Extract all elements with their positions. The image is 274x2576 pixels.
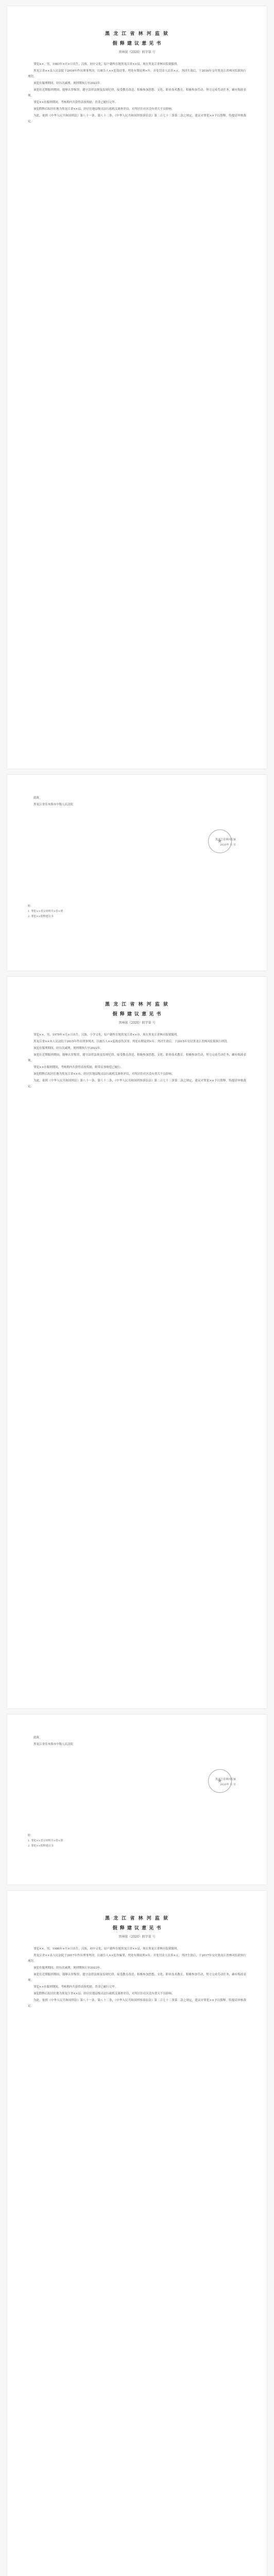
footer-line: 2. 罪犯××假释建议书 bbox=[28, 915, 54, 918]
body-paragraph: 该犯在近期服刑期间，能够认罪悔罪，遵守法律法规及监规纪律，接受教育改造，积极参加思想、文化、职业技术教育，积极参加劳动，努力完成劳动任务，确有悔改表现。 bbox=[28, 1973, 246, 1982]
body-paragraph: 为此，依照《中华人民共和国刑法》第八十一条、第八十二条，《中华人民共和国刑事诉讼法》第二百七十三条第二款之规定，建议对罪犯××予以假释。特提请审核裁定。 bbox=[28, 1999, 246, 2008]
closing-to: 此致 bbox=[33, 1736, 40, 1739]
document-body bbox=[28, 1032, 246, 1091]
page-title: 黑 龙 江 省 林 河 监 狱 bbox=[105, 1002, 169, 1007]
body-paragraph: 该犯假释后拟居住地为黑龙江省××市，经居住地县级司法行政机关调查评估，对所居住社区没有重大不良影响。 bbox=[33, 1073, 175, 1076]
seal-date: 2020年 月 日 bbox=[220, 843, 236, 846]
closing-block bbox=[28, 1735, 246, 1749]
document-header bbox=[7, 1914, 267, 1939]
page-title: 黑 龙 江 省 林 河 监 狱 bbox=[105, 31, 169, 37]
body-paragraph: 该犯在近期服刑期间，能够认罪悔罪，遵守法律法规及监规纪律，接受教育改造，积极参加思想、文化、职业技术教育，积极参加劳动，努力完成劳动任务，确有悔改表现。 bbox=[28, 89, 246, 97]
body-paragraph: 该犯在服刑期间，经历次减刑，现刑期执行至2022年。 bbox=[33, 1047, 103, 1050]
seal-org: 黑龙江省林河监狱 bbox=[215, 838, 236, 841]
body-paragraph: 该犯假释后拟居住地为黑龙江省××县，经居住地县级司法行政机关调查评估，对所居住社区没有重大不良影响。 bbox=[33, 1992, 175, 1995]
body-paragraph: 黑龙江省××县人民法院于2017年作出刑事判决，以被告人××犯诈骗罪，判处有期徒刑×年，并处罚金人民币×元。判决生效后，于2017年交付黑龙江省林河监狱执行刑罚。 bbox=[28, 1954, 246, 1963]
body-paragraph: 罪犯××在服刑期间，考核期内共获得表扬奖励，罚金已履行完毕。 bbox=[33, 1986, 118, 1989]
page-title: 黑 龙 江 省 林 河 监 狱 bbox=[105, 1916, 169, 1921]
document-number: 黑林狱（2020）假字第 号 bbox=[118, 50, 156, 54]
document-page-1-continued bbox=[7, 775, 267, 971]
document-number: 黑林狱（2020）假字第 号 bbox=[118, 1021, 156, 1025]
document-header bbox=[7, 1001, 267, 1025]
footer-line: 1. 罪犯××卷宗材料共×卷×册 bbox=[28, 1839, 63, 1842]
body-paragraph: 罪犯××，男，1983年×月×日出生，汉族，初中文化，原户籍所在地黑龙江省××县，现在黑龙江省林河监狱服刑。 bbox=[33, 63, 180, 66]
document-page-1 bbox=[7, 6, 267, 769]
document-number: 黑林狱（2020）假字第 号 bbox=[118, 1935, 156, 1939]
document-header bbox=[7, 30, 267, 54]
body-paragraph: 为此，依照《中华人民共和国刑法》第八十一条、第八十二条，《中华人民共和国刑事诉讼法》第二百七十三条第二款之规定，建议对罪犯××予以假释。特提请审核裁定。 bbox=[28, 114, 246, 123]
footer-line: 附： bbox=[28, 1834, 33, 1837]
seal-area bbox=[200, 826, 236, 862]
body-paragraph: 为此，依照《中华人民共和国刑法》第八十一条、第八十二条，《中华人民共和国刑事诉讼法》第二百七十三条第二款之规定，建议对罪犯××予以假释。特提请审核裁定。 bbox=[28, 1079, 246, 1088]
body-paragraph: 该犯在服刑期间，经历次减刑，现刑期执行至2022年。 bbox=[33, 82, 103, 85]
document-page-3 bbox=[7, 1891, 267, 2576]
body-paragraph: 该犯假释后拟居住地为黑龙江省××县，经居住地县级司法行政机关调查评估，对所居住社区没有重大不良影响。 bbox=[33, 108, 175, 111]
footer-line: 附： bbox=[28, 905, 33, 908]
document-body bbox=[28, 62, 246, 126]
body-paragraph: 罪犯××，男，1979年×月×日出生，汉族，小学文化，原户籍所在地黑龙江省××市，现在黑龙江省林河监狱服刑。 bbox=[33, 1033, 180, 1037]
document-page-2-continued bbox=[7, 1715, 267, 1885]
footer-line: 2. 罪犯××假释建议书 bbox=[28, 1844, 54, 1848]
document-body bbox=[28, 1946, 246, 2010]
document-type: 假 释 建 议 意 见 书 bbox=[112, 1012, 162, 1017]
seal-area bbox=[200, 1766, 236, 1802]
seal-org: 黑龙江省林河监狱 bbox=[215, 1778, 236, 1781]
document-page-2 bbox=[7, 977, 267, 1708]
body-paragraph: 罪犯××，男，1986年×月×日出生，汉族，初中文化，原户籍所在地黑龙江省××县，现在黑龙江省林河监狱服刑。 bbox=[33, 1947, 180, 1951]
body-paragraph: 罪犯××在服刑期间，考核期内共获得表扬奖励，罚金已履行完毕。 bbox=[33, 101, 118, 104]
closing-to: 此致 bbox=[33, 796, 40, 800]
body-paragraph: 罪犯××在服刑期间，考核期内共获得表扬奖励，附带民事赔偿已履行。 bbox=[33, 1066, 124, 1069]
body-paragraph: 黑龙江省××县人民法院于2016年作出刑事判决，以被告人××犯盗窃罪，判处有期徒刑×年，并处罚金人民币×元。判决生效后，于2016年交付黑龙江省林河监狱执行刑罚。 bbox=[28, 70, 246, 78]
seal-date: 2020年 月 日 bbox=[220, 1783, 236, 1786]
closing-court: 黑龙江省佳木斯市中级人民法院 bbox=[33, 1743, 74, 1746]
seal-stamp-icon bbox=[208, 1769, 232, 1793]
document-footer bbox=[28, 1833, 63, 1849]
document-footer bbox=[28, 904, 63, 919]
body-paragraph: 该犯在服刑期间，经历次减刑，现刑期执行至2023年。 bbox=[33, 1967, 103, 1970]
footer-line: 1. 罪犯××卷宗材料共×卷×册 bbox=[28, 910, 63, 913]
document-type: 假 释 建 议 意 见 书 bbox=[112, 41, 162, 46]
document-type: 假 释 建 议 意 见 书 bbox=[112, 1926, 162, 1931]
closing-block bbox=[28, 795, 246, 809]
body-paragraph: 该犯在近期服刑期间，能够认罪悔罪，遵守法律法规及监规纪律，接受教育改造，积极参加思想、文化、职业技术教育，积极参加劳动，努力完成劳动任务，确有悔改表现。 bbox=[28, 1054, 246, 1062]
closing-court: 黑龙江省佳木斯市中级人民法院 bbox=[33, 803, 74, 806]
seal-stamp-icon bbox=[208, 829, 232, 853]
body-paragraph: 黑龙江省××市人民法院于2015年作出刑事判决，以被告人××犯故意伤害罪，判处有期徒刑×年。判决生效后，于2015年交付黑龙江省林河监狱执行刑罚。 bbox=[33, 1040, 230, 1043]
